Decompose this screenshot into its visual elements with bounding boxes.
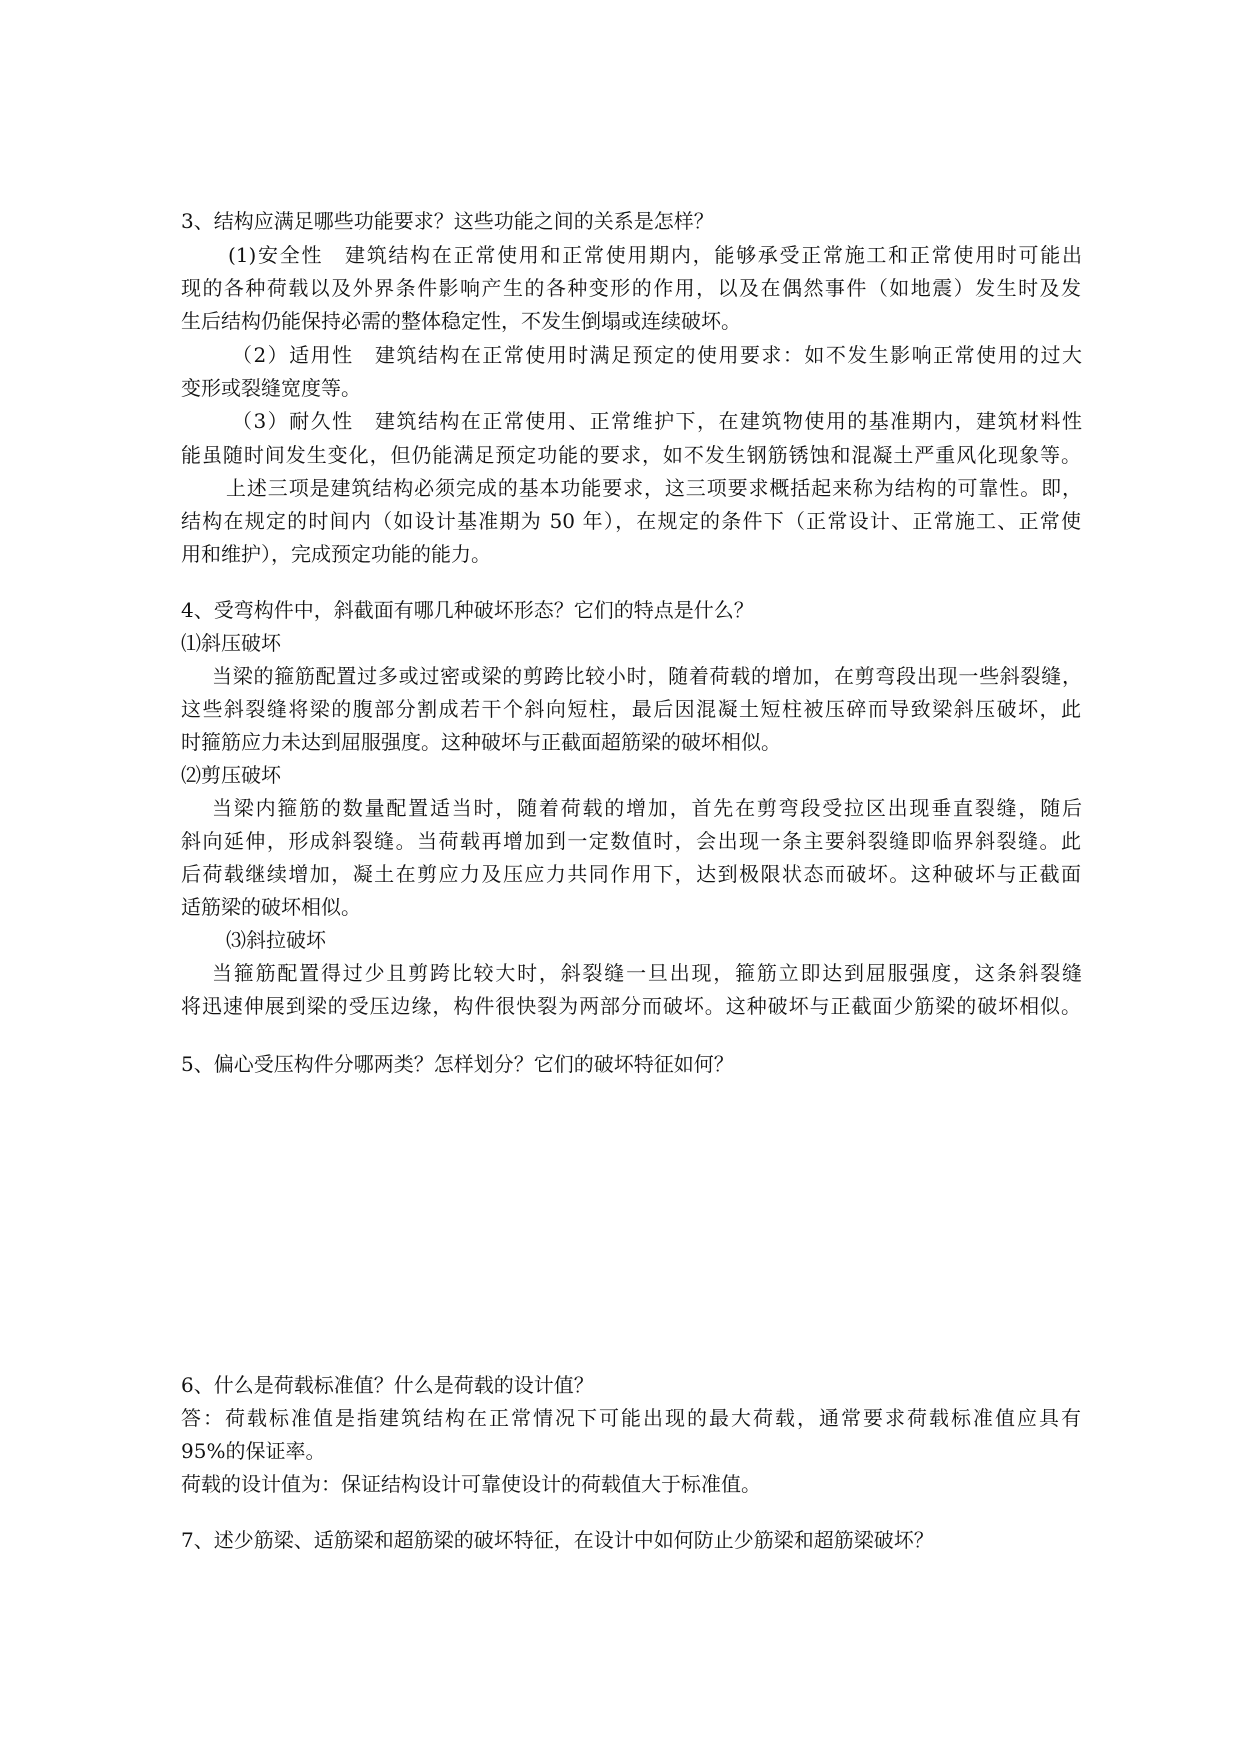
q3-safety-line-3: 生后结构仍能保持必需的整体稳定性，不发生倒塌或连续破坏。 <box>181 309 741 333</box>
q3-durability-line-1: （3）耐久性 建筑结构在正常使用、正常维护下，在建筑物使用的基准期内，建筑材料性 <box>232 409 1082 433</box>
q3-summary-line-3: 用和维护），完成预定功能的能力。 <box>181 542 491 566</box>
q4-diagonal-compression-line-1: 当梁的箍筋配置过多或过密或梁的剪跨比较小时，随着荷载的增加，在剪弯段出现一些斜裂缝， <box>212 664 1082 688</box>
q4-shear-compression-line-1: 当梁内箍筋的数量配置适当时，随着荷载的增加，首先在剪弯段受拉区出现垂直裂缝，随后 <box>212 796 1082 820</box>
q4-heading-shear-compression: ⑵剪压破坏 <box>181 763 281 787</box>
q4-diagonal-tension-line-1: 当箍筋配置得过少且剪跨比较大时，斜裂缝一旦出现，箍筋立即达到屈服强度，这条斜裂缝 <box>212 961 1082 985</box>
q4-shear-compression-line-3: 后荷载继续增加，凝土在剪应力及压应力共同作用下，达到极限状态而破坏。这种破坏与正截面 <box>181 862 1081 886</box>
question-6-title: 6、什么是荷载标准值？什么是荷载的设计值？ <box>181 1373 594 1397</box>
q3-safety-line-2: 现的各种荷载以及外界条件影响产生的各种变形的作用，以及在偶然事件（如地震）发生时及发 <box>181 276 1081 300</box>
q3-safety-line-1: (1)安全性 建筑结构在正常使用和正常使用期内，能够承受正常施工和正常使用时可能出 <box>228 243 1082 267</box>
q3-summary-line-1: 上述三项是建筑结构必须完成的基本功能要求，这三项要求概括起来称为结构的可靠性。即， <box>226 476 1082 500</box>
question-5-title: 5、偏心受压构件分哪两类？怎样划分？它们的破坏特征如何？ <box>181 1052 734 1076</box>
q3-summary-line-2: 结构在规定的时间内（如设计基准期为 50 年），在规定的条件下（正常设计、正常施工、正常使 <box>181 509 1081 533</box>
question-4-title: 4、受弯构件中，斜截面有哪几种破坏形态？它们的特点是什么？ <box>181 598 754 622</box>
q6-answer-line-2: 95%的保证率。 <box>181 1439 326 1463</box>
q4-heading-diagonal-tension: ⑶斜拉破坏 <box>226 928 326 952</box>
q4-shear-compression-line-4: 适筋梁的破坏相似。 <box>181 895 361 919</box>
q4-diagonal-compression-line-2: 这些斜裂缝将梁的腹部分割成若干个斜向短柱，最后因混凝土短柱被压碎而导致梁斜压破坏，此 <box>181 697 1081 721</box>
q4-diagonal-compression-line-3: 时箍筋应力未达到屈服强度。这种破坏与正截面超筋梁的破坏相似。 <box>181 730 781 754</box>
q4-shear-compression-line-2: 斜向延伸，形成斜裂缝。当荷载再增加到一定数值时，会出现一条主要斜裂缝即临界斜裂缝。此 <box>181 829 1081 853</box>
q3-applicability-line-1: （2）适用性 建筑结构在正常使用时满足预定的使用要求：如不发生影响正常使用的过大 <box>232 343 1082 367</box>
question-3-title: 3、结构应满足哪些功能要求？这些功能之间的关系是怎样？ <box>181 209 714 233</box>
q6-answer-line-3: 荷载的设计值为：保证结构设计可靠使设计的荷载值大于标准值。 <box>181 1472 761 1496</box>
q4-diagonal-tension-line-2: 将迅速伸展到梁的受压边缘，构件很快裂为两部分而破坏。这种破坏与正截面少筋梁的破坏相似。 <box>181 994 1081 1018</box>
q6-answer-line-1: 答：荷载标准值是指建筑结构在正常情况下可能出现的最大荷载，通常要求荷载标准值应具有 <box>181 1406 1081 1430</box>
q3-durability-line-2: 能虽随时间发生变化，但仍能满足预定功能的要求，如不发生钢筋锈蚀和混凝土严重风化现象等。 <box>181 443 1081 467</box>
q4-heading-diagonal-compression: ⑴斜压破坏 <box>181 631 281 655</box>
q3-applicability-line-2: 变形或裂缝宽度等。 <box>181 376 361 400</box>
question-7-title: 7、述少筋梁、适筋梁和超筋梁的破坏特征，在设计中如何防止少筋梁和超筋梁破坏？ <box>181 1528 934 1552</box>
